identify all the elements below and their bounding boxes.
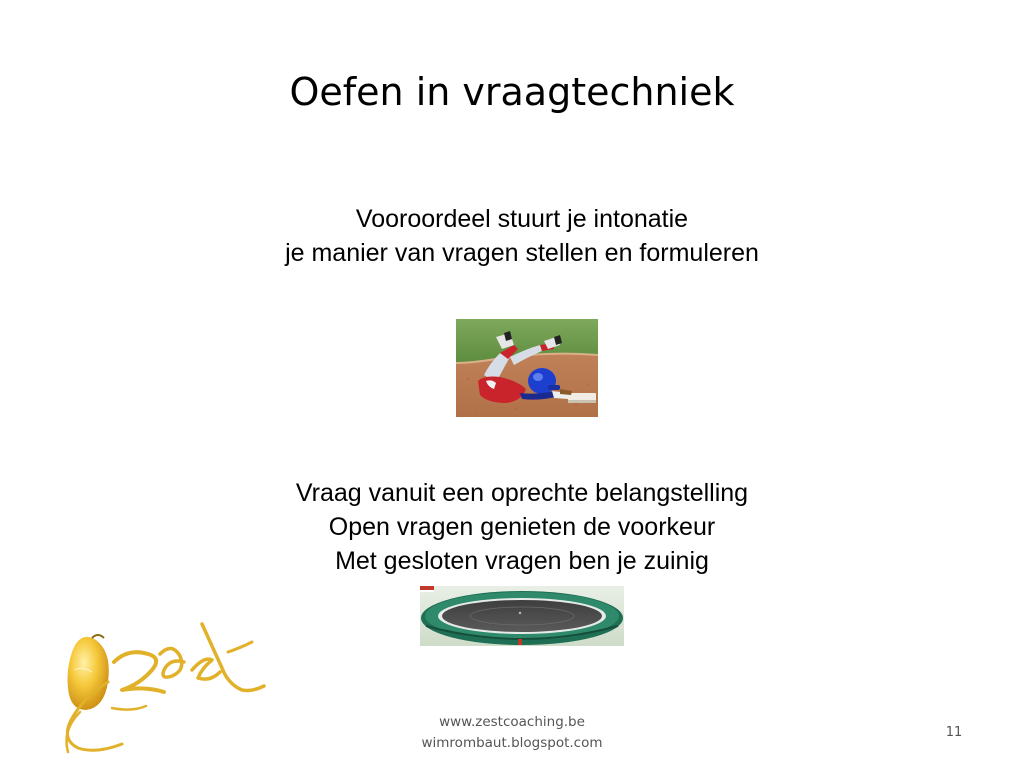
page-number: 11 [945, 725, 963, 740]
guideline-line-3: Met gesloten vragen ben je zuinig [335, 547, 709, 575]
intro-line-1: Vooroordeel stuurt je intonatie [355, 205, 689, 233]
blog-link[interactable]: wimrombaut.blogspot.com [421, 735, 603, 751]
footer-links [410, 712, 614, 754]
website-link[interactable]: www.zestcoaching.be [439, 714, 585, 730]
intro-text-block [0, 202, 1024, 270]
zest-logo [52, 612, 267, 762]
guideline-line-2: Open vragen genieten de voorkeur [328, 513, 716, 541]
baseball-slide-photo [456, 319, 598, 417]
guidelines-text-block [0, 476, 1024, 578]
intro-line-2: je manier van vragen stellen en formuleren [285, 239, 759, 267]
trampoline-photo [420, 586, 624, 646]
slide-title: Oefen in vraagtechniek [289, 70, 735, 114]
guideline-line-1: Vraag vanuit een oprechte belangstelling [295, 479, 749, 507]
